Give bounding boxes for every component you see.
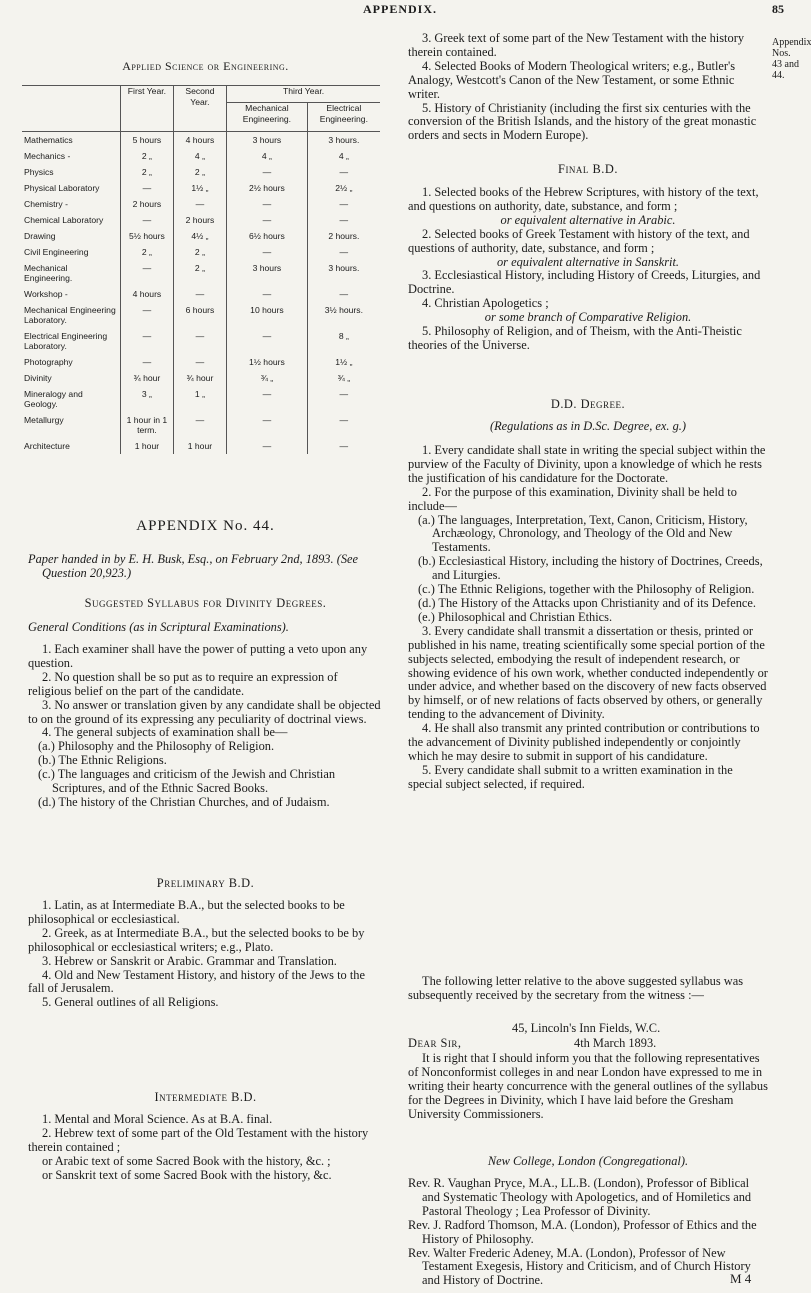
final-item: 1. Selected books of the Hebrew Scriptures, with history of the text, and questions on authority, date, substance, and form ; <box>408 185 759 213</box>
general-conditions-title: General Conditions (as in Scriptural Examinations). <box>28 620 289 634</box>
electrical-cell: — <box>307 196 380 212</box>
letter-address: 45, Lincoln's Inn Fields, W.C. <box>512 1021 661 1035</box>
first-year-cell: 1 hour <box>121 438 174 454</box>
first-year-cell: — <box>121 260 174 286</box>
electrical-cell: — <box>307 286 380 302</box>
mechanical-cell: 2½ hours <box>227 180 308 196</box>
intermediate-list <box>28 1113 383 1183</box>
mechanical-cell: 6½ hours <box>227 228 308 244</box>
final-alt: or some branch of Comparative Religion. <box>484 310 692 325</box>
mechanical-cell: 3 hours <box>227 132 308 149</box>
second-year-cell: 6 hours <box>173 302 226 328</box>
second-year-cell: 2 hours <box>173 212 226 228</box>
intermediate-title: Intermediate B.D. <box>154 1090 257 1104</box>
mechanical-cell: 3 hours <box>227 260 308 286</box>
electrical-cell: 3 hours. <box>307 260 380 286</box>
electrical-cell: 8 „ <box>307 328 380 354</box>
mechanical-cell: — <box>227 212 308 228</box>
dd-item: 2. For the purpose of this examination, Divinity shall be held to include— <box>408 484 737 513</box>
row-subject: Mathematics <box>24 135 73 145</box>
dd-sub-item: (d.) The History of the Attacks upon Christianity and of its Defence. <box>418 595 757 610</box>
second-year-cell: — <box>173 328 226 354</box>
mechanical-cell: 1½ hours <box>227 354 308 370</box>
row-subject: Photography <box>24 357 73 367</box>
second-year-cell: — <box>173 412 226 438</box>
col-electrical: Electrical Engineering. <box>307 103 380 132</box>
first-year-cell: — <box>121 354 174 370</box>
table-row <box>22 370 380 386</box>
first-year-cell: 3 „ <box>121 386 174 412</box>
second-year-cell: 1 „ <box>173 386 226 412</box>
row-subject: Chemistry - <box>24 199 68 209</box>
intermediate-item: 2. Hebrew text of some part of the Old Testament with the history therein contained ; <box>28 1125 369 1154</box>
general-sub-item: (a.) Philosophy and the Philosophy of Religion. <box>38 739 275 754</box>
dd-degree-title: D.D. Degree. <box>550 397 626 411</box>
general-sub-item: (d.) The history of the Christian Churches, and of Judaism. <box>38 794 330 809</box>
first-year-cell: 2 „ <box>121 244 174 260</box>
table-row <box>22 386 380 412</box>
mechanical-cell: — <box>227 244 308 260</box>
continued-item: 3. Greek text of some part of the New Testament with the history therein contained. <box>408 31 745 59</box>
final-alt: or equivalent alternative in Arabic. <box>500 212 676 227</box>
table-row <box>22 244 380 260</box>
final-item: 5. Philosophy of Religion, and of Theism, with the Anti-Theistic theories of the Universe. <box>408 324 742 352</box>
general-item: 1. Each examiner shall have the power of putting a veto upon any question. <box>28 642 368 670</box>
table-row <box>22 228 380 244</box>
person-entry: Rev. J. Radford Thomson, M.A. (London), Professor of Ethics and the History of Philosophy. <box>408 1217 757 1246</box>
second-year-cell: — <box>173 196 226 212</box>
letter-body: It is right that I should inform you that the following representatives of Nonconformist colleges in and near London have expressed to me in writing their hearty concurrence with the general outlines of the syllabus for the Degrees in Divinity, which I have laid before the Gresham University Commissioners. <box>408 1051 768 1121</box>
table-row <box>22 164 380 180</box>
row-subject: Architecture <box>24 441 70 451</box>
second-year-cell: — <box>173 354 226 370</box>
table-row <box>22 286 380 302</box>
final-item: 2. Selected books of Greek Testament with history of the text, and questions of authority, date, substance, and form ; <box>408 226 750 255</box>
syllabus-title: Suggested Syllabus for Divinity Degrees. <box>84 596 327 610</box>
intermediate-item: or Sanskrit text of some Sacred Book with the history, &c. <box>42 1167 332 1182</box>
first-year-cell: 2 „ <box>121 148 174 164</box>
second-year-cell: 1½ „ <box>173 180 226 196</box>
table-row <box>22 438 380 454</box>
general-sub-item: (c.) The languages and criticism of the Jewish and Christian Scriptures, and of the Ethnic Sacred Books. <box>38 767 336 796</box>
first-year-cell: 2 hours <box>121 196 174 212</box>
second-year-cell: 2 „ <box>173 260 226 286</box>
row-subject: Physical Laboratory <box>24 183 100 193</box>
mechanical-cell: — <box>227 438 308 454</box>
mechanical-cell: 10 hours <box>227 302 308 328</box>
row-subject: Mineralogy and Geology. <box>24 389 83 409</box>
row-subject: Chemical Laboratory <box>24 215 104 225</box>
general-sub-item: (b.) The Ethnic Religions. <box>38 753 167 768</box>
general-item: 2. No question shall be so put as to require an expression of religious belief on the part of the candidate. <box>28 669 338 698</box>
continued-list <box>408 32 768 143</box>
dd-item: 3. Every candidate shall transmit a dissertation or thesis, printed or published in his name, treating scientifically some special portion of the subjects selected, embodying the result of independent research, or showing evidence of his own work, whether conducted independently or under advice, and whether based on the discovery of new facts observed by himself, or of new relations of facts observed by others, or generally tending to the advancement of Divinity. <box>408 623 768 722</box>
dd-list <box>408 444 768 792</box>
electrical-cell: — <box>307 412 380 438</box>
preliminary-item: 1. Latin, as at Intermediate B.A., but the selected books to be philosophical or ecclesiastical. <box>28 898 345 926</box>
preliminary-title: Preliminary B.D. <box>156 876 255 890</box>
table-row <box>22 260 380 286</box>
first-year-cell: — <box>121 212 174 228</box>
letter-salutation: Dear Sir, <box>408 1036 462 1050</box>
final-item: 4. Christian Apologetics ; <box>422 296 549 311</box>
preliminary-item: 2. Greek, as at Intermediate B.A., but the selected books to be by philosophical or ecclesiastical writers; e.g., Plato. <box>28 925 365 954</box>
final-alt: or equivalent alternative in Sanskrit. <box>496 254 680 269</box>
letter-intro: The following letter relative to the above suggested syllabus was subsequently received by the secretary from the witness :— <box>408 974 744 1002</box>
electrical-cell: — <box>307 438 380 454</box>
col-first-year: First Year. <box>121 86 174 132</box>
row-subject: Mechanical Engineering Laboratory. <box>24 305 116 325</box>
person-entry: Rev. Walter Frederic Adeney, M.A. (London), Professor of New Testament Exegesis, History and Criticism, and of Church History and History of Doctrine. <box>408 1245 751 1288</box>
table-row <box>22 412 380 438</box>
mechanical-cell: — <box>227 412 308 438</box>
mechanical-cell: 4 „ <box>227 148 308 164</box>
first-year-cell: — <box>121 302 174 328</box>
electrical-cell: 3½ hours. <box>307 302 380 328</box>
mechanical-cell: — <box>227 328 308 354</box>
electrical-cell: 3 hours. <box>307 132 380 149</box>
dd-sub-item: (b.) Ecclesiastical History, including the history of Doctrines, Creeds, and Liturgies. <box>418 554 763 583</box>
mechanical-cell: — <box>227 386 308 412</box>
dd-sub-item: (c.) The Ethnic Religions, together with the Philosophy of Religion. <box>418 582 755 597</box>
second-year-cell: 4 „ <box>173 148 226 164</box>
first-year-cell: — <box>121 180 174 196</box>
table-row <box>22 132 380 149</box>
col-mechanical: Mechanical Engineering. <box>227 103 308 132</box>
electrical-cell: — <box>307 386 380 412</box>
first-year-cell: ¾ hour <box>121 370 174 386</box>
letter-date: 4th March 1893. <box>574 1036 657 1050</box>
mechanical-cell: — <box>227 196 308 212</box>
table-row <box>22 354 380 370</box>
dd-sub-item: (a.) The languages, Interpretation, Text, Canon, Criticism, History, Archæology, Chronology, and Theology of the Old and New Testaments. <box>418 512 748 555</box>
first-year-cell: 5 hours <box>121 132 174 149</box>
final-item: 3. Ecclesiastical History, including History of Creeds, Liturgies, and Doctrine. <box>408 268 761 297</box>
continued-item: 5. History of Christianity (including the first six centuries with the conversion of the British Islands, and the history of the great monastic orders and sects in Modern Europe). <box>408 100 757 143</box>
electrical-cell: 4 „ <box>307 148 380 164</box>
second-year-cell: 2 „ <box>173 244 226 260</box>
mechanical-cell: ¾ „ <box>227 370 308 386</box>
schedule-table <box>22 85 380 454</box>
row-subject: Drawing <box>24 231 56 241</box>
second-year-cell: 4½ „ <box>173 228 226 244</box>
signature-mark: M 4 <box>730 1271 752 1286</box>
row-subject: Divinity <box>24 373 52 383</box>
first-year-cell: 1 hour in 1 term. <box>121 412 174 438</box>
row-subject: Electrical Engineering Laboratory. <box>24 331 108 351</box>
paper-note: Paper handed in by E. H. Busk, Esq., on February 2nd, 1893. (See Question 20,923.) <box>28 552 359 580</box>
preliminary-item: 4. Old and New Testament History, and history of the Jews to the fall of Jerusalem. <box>28 967 365 996</box>
preliminary-item: 5. General outlines of all Religions. <box>42 995 219 1010</box>
table-row <box>22 180 380 196</box>
first-year-cell: — <box>121 328 174 354</box>
final-bd-title: Final B.D. <box>558 162 618 176</box>
table-row <box>22 196 380 212</box>
electrical-cell: — <box>307 164 380 180</box>
row-subject: Mechanics - <box>24 151 71 161</box>
row-subject: Metallurgy <box>24 415 64 425</box>
side-note: Appendix Nos. 43 and 44. <box>772 37 811 81</box>
second-year-cell: 4 hours <box>173 132 226 149</box>
dd-sub-item: (e.) Philosophical and Christian Ethics. <box>418 609 613 624</box>
general-item: 4. The general subjects of examination shall be— <box>42 725 288 740</box>
first-year-cell: 4 hours <box>121 286 174 302</box>
row-subject: Civil Engineering <box>24 247 89 257</box>
electrical-cell: — <box>307 212 380 228</box>
appendix-title: APPENDIX No. 44. <box>136 518 275 534</box>
mechanical-cell: — <box>227 286 308 302</box>
row-subject: Workshop - <box>24 289 68 299</box>
first-year-cell: 5½ hours <box>121 228 174 244</box>
dd-regulations: (Regulations as in D.Sc. Degree, ex. g.) <box>489 419 687 433</box>
electrical-cell: 1½ „ <box>307 354 380 370</box>
intermediate-item: 1. Mental and Moral Science. As at B.A. final. <box>42 1112 273 1126</box>
electrical-cell: ¾ „ <box>307 370 380 386</box>
mechanical-cell: — <box>227 164 308 180</box>
general-item: 3. No answer or translation given by any candidate shall be objected to on the ground of its expressing any peculiarity of doctrinal views. <box>28 697 381 726</box>
people-list <box>408 1177 768 1288</box>
electrical-cell: 2 hours. <box>307 228 380 244</box>
table-row <box>22 328 380 354</box>
table-row <box>22 148 380 164</box>
row-subject: Physics <box>24 167 54 177</box>
final-bd-list <box>408 186 768 353</box>
person-entry: Rev. R. Vaughan Pryce, M.A., LL.B. (London), Professor of Biblical and Systematic Theology with Apologetics, and of Homiletics and Pastoral Theology ; Lea Professor of Divinity. <box>408 1176 752 1218</box>
second-year-cell: — <box>173 286 226 302</box>
table-row <box>22 212 380 228</box>
dd-item: 4. He shall also transmit any printed contribution or contributions to the advancement of Divinity published independently or conjointly which he may desire to submit in support of his candidature. <box>408 721 760 763</box>
second-year-cell: 1 hour <box>173 438 226 454</box>
second-year-cell: ¾ hour <box>173 370 226 386</box>
first-year-cell: 2 „ <box>121 164 174 180</box>
table-row <box>22 302 380 328</box>
dd-item: 5. Every candidate shall submit to a written examination in the special subject selected, if required. <box>408 762 733 791</box>
running-head: APPENDIX. <box>363 2 437 16</box>
electrical-cell: 2½ „ <box>307 180 380 196</box>
page-number: 85 <box>772 2 784 16</box>
col-second-year: Second Year. <box>173 86 226 132</box>
continued-item: 4. Selected Books of Modern Theological writers; e.g., Butler's Analogy, Westcott's Canon of the New Testament, or some Ethnic writer. <box>408 58 736 101</box>
second-year-cell: 2 „ <box>173 164 226 180</box>
col-third-year: Third Year. <box>227 86 380 103</box>
preliminary-item: 3. Hebrew or Sanskrit or Arabic. Grammar and Translation. <box>42 953 337 968</box>
dd-item: 1. Every candidate shall state in writing the special subject within the purview of the Faculty of Divinity, upon a knowledge of which he rests the justification of his candidature for the Doctorate. <box>408 443 766 485</box>
preliminary-list <box>28 899 383 1010</box>
intermediate-item: or Arabic text of some Sacred Book with the history, &c. ; <box>42 1153 331 1168</box>
electrical-cell: — <box>307 244 380 260</box>
section-title: Applied Science or Engineering. <box>122 59 289 73</box>
college-title: New College, London (Congregational). <box>487 1154 689 1168</box>
general-conditions <box>28 643 383 810</box>
row-subject: Mechanical Engineering. <box>24 263 73 283</box>
